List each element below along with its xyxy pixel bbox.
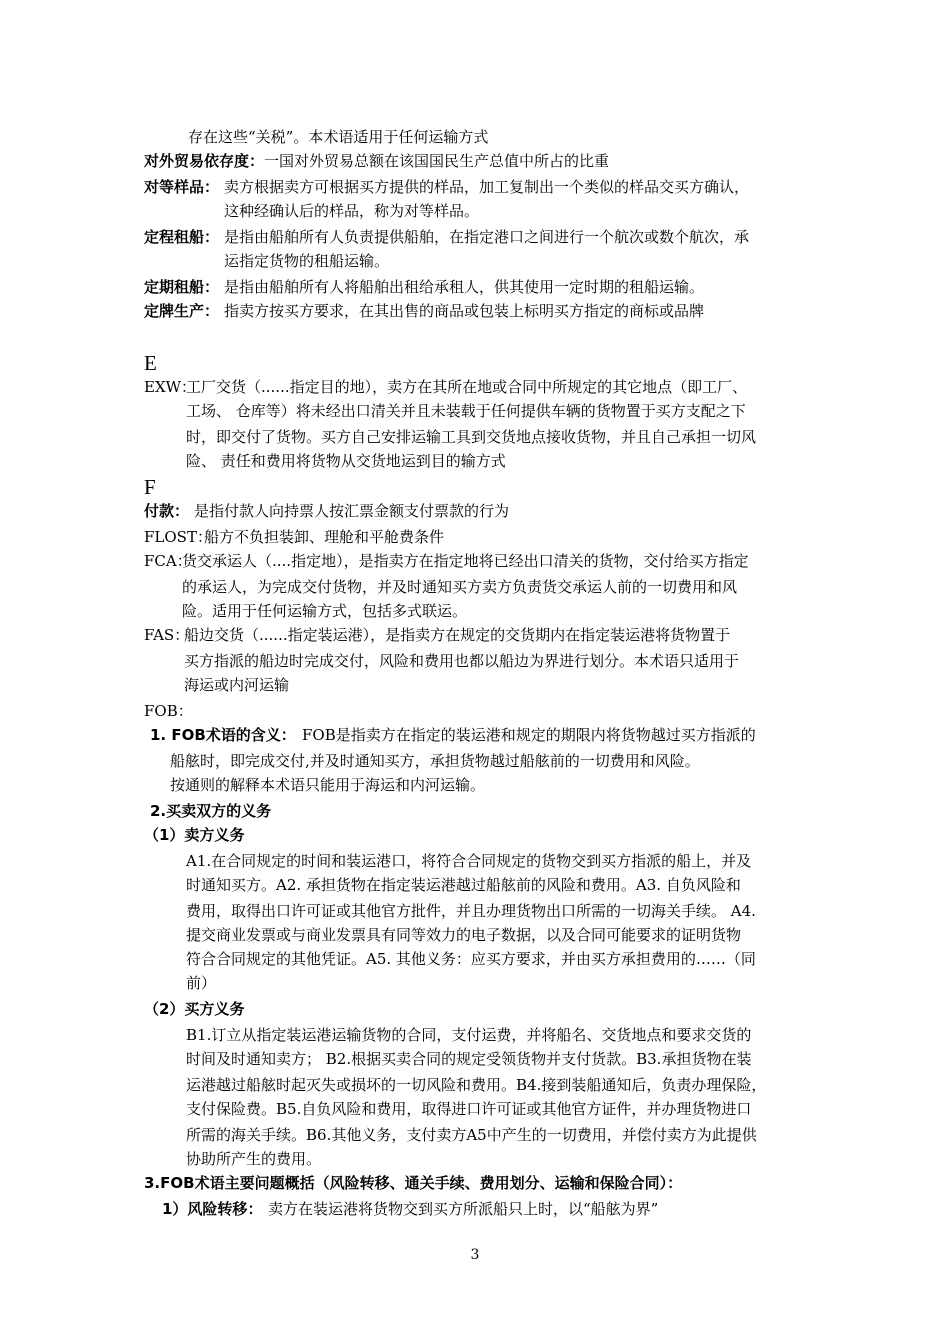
continuation-text: 存在这些“关税”。本术语适用于任何运输方式	[188, 128, 489, 146]
term-definition: 是指由船舶所有人将船舶出租给承租人，供其使用一定时期的租船运输。	[224, 278, 705, 296]
term-definition: 货交承运人（....指定地），是指卖方在指定地将已经出口清关的货物，交付给买方指定	[182, 552, 749, 570]
fob-heading: FOB：	[144, 702, 193, 720]
term-definition: 海运或内河运输	[184, 676, 290, 694]
obligations-heading: 2.买卖双方的义务	[150, 802, 272, 820]
buyer-obligations-text: B1.订立从指定装运港运输货物的合同，支付运费，并将船名、交货地点和要求交货的	[186, 1026, 752, 1044]
fob-meaning-text: FOB是指卖方在指定的装运港和规定的期限内将货物越过买方指派的	[302, 726, 756, 744]
term-definition: 这种经确认后的样品，称为对等样品。	[224, 202, 480, 220]
seller-obligations-text: 费用，取得出口许可证或其他官方批件，并且办理货物出口所需的一切海关手续。 A4.	[186, 902, 756, 920]
term-label: EXW：	[144, 378, 197, 396]
term-label: 对外贸易依存度：	[144, 152, 265, 170]
term-definition: 是指付款人向持票人按汇票金额支付票款的行为	[194, 502, 510, 520]
term-definition: 卖方根据卖方可根据买方提供的样品，加工复制出一个类似的样品交买方确认，	[224, 178, 750, 196]
buyer-obligations-text: 支付保险费。B5.自负风险和费用，取得进口许可证或其他官方证件，并办理货物进口	[186, 1100, 752, 1118]
section-letter-e: E	[144, 351, 157, 375]
seller-obligations-text: 符合合同规定的其他凭证。A5. 其他义务：应买方要求，并由买方承担费用的……（同	[186, 950, 756, 968]
term-label: FCA：	[144, 552, 192, 570]
term-definition: 买方指派的船边时完成交付，风险和费用也都以船边为界进行划分。本术语只适用于	[184, 652, 740, 670]
seller-obligations-text: 时通知买方。A2. 承担货物在指定装运港越过船舷前的风险和费用。A3. 自负风险和	[186, 876, 741, 894]
term-definition: 船边交货（......指定装运港），是指卖方在规定的交货期内在指定装运港将货物置于	[184, 626, 731, 644]
term-definition: 运指定货物的租船运输。	[224, 252, 390, 270]
term-label: 定牌生产：	[144, 302, 220, 320]
seller-obligations-text: A1.在合同规定的时间和装运港口，将符合合同规定的货物交到买方指派的船上，并及	[186, 852, 752, 870]
fob-meaning-label: 1. FOB术语的含义：	[150, 726, 296, 744]
term-definition: 船方不负担装卸、理舱和平舱费条件	[204, 528, 445, 546]
risk-transfer-label: 1）风险转移：	[162, 1200, 263, 1218]
term-label: 对等样品：	[144, 178, 220, 196]
term-label: FLOST：	[144, 528, 212, 546]
term-definition: 的承运人，为完成交付货物，并及时通知买方卖方负责货交承运人前的一切费用和风	[182, 578, 738, 596]
term-definition: 险。适用于任何运输方式，包括多式联运。	[182, 602, 468, 620]
risk-transfer-text: 卖方在装运港将货物交到买方所派船只上时，以“船舷为界”	[268, 1200, 659, 1218]
buyer-obligations-label: （2）买方义务	[144, 1000, 245, 1018]
term-definition: 工场、 仓库等）将未经出口清关并且未装载于任何提供车辆的货物置于买方支配之下	[186, 402, 746, 420]
term-label: FAS：	[144, 626, 190, 644]
buyer-obligations-text: 运港越过船舷时起灭失或损坏的一切风险和费用。B4.接到装船通知后，负责办理保险，	[186, 1076, 767, 1094]
seller-obligations-text: 前）	[186, 974, 217, 992]
term-definition: 是指由船舶所有人负责提供船舶，在指定港口之间进行一个航次或数个航次，承	[224, 228, 750, 246]
fob-meaning-text: 船舷时，即完成交付,并及时通知买方，承担货物越过船舷前的一切费用和风险。	[170, 752, 700, 770]
term-definition: 工厂交货（......指定目的地），卖方在其所在地或合同中所规定的其它地点（即工厂、	[186, 378, 748, 396]
buyer-obligations-text: 协助所产生的费用。	[186, 1150, 322, 1168]
fob-meaning-text: 按通则的解释本术语只能用于海运和内河运输。	[170, 776, 486, 794]
term-definition: 指卖方按买方要求，在其出售的商品或包装上标明买方指定的商标或品牌	[224, 302, 705, 320]
section-letter-f: F	[144, 475, 156, 499]
page-number: 3	[470, 1247, 480, 1263]
term-label: 付款：	[144, 502, 190, 520]
buyer-obligations-text: 时间及时通知卖方； B2.根据买卖合同的规定受领货物并支付货款。B3.承担货物在装	[186, 1050, 752, 1068]
term-label: 定程租船：	[144, 228, 220, 246]
term-definition: 时，即交付了货物。买方自己安排运输工具到交货地点接收货物，并且自己承担一切风	[186, 428, 757, 446]
seller-obligations-label: （1）卖方义务	[144, 826, 245, 844]
fob-summary-heading: 3.FOB术语主要问题概括（风险转移、通关手续、费用划分、运输和保险合同）：	[144, 1174, 683, 1192]
term-definition: 一国对外贸易总额在该国国民生产总值中所占的比重	[264, 152, 610, 170]
term-label: 定期租船：	[144, 278, 220, 296]
term-definition: 险、 责任和费用将货物从交货地运到目的输方式	[186, 452, 506, 470]
buyer-obligations-text: 所需的海关手续。B6.其他义务，支付卖方A5中产生的一切费用，并偿付卖方为此提供	[186, 1126, 757, 1144]
seller-obligations-text: 提交商业发票或与商业发票具有同等效力的电子数据，以及合同可能要求的证明货物	[186, 926, 742, 944]
